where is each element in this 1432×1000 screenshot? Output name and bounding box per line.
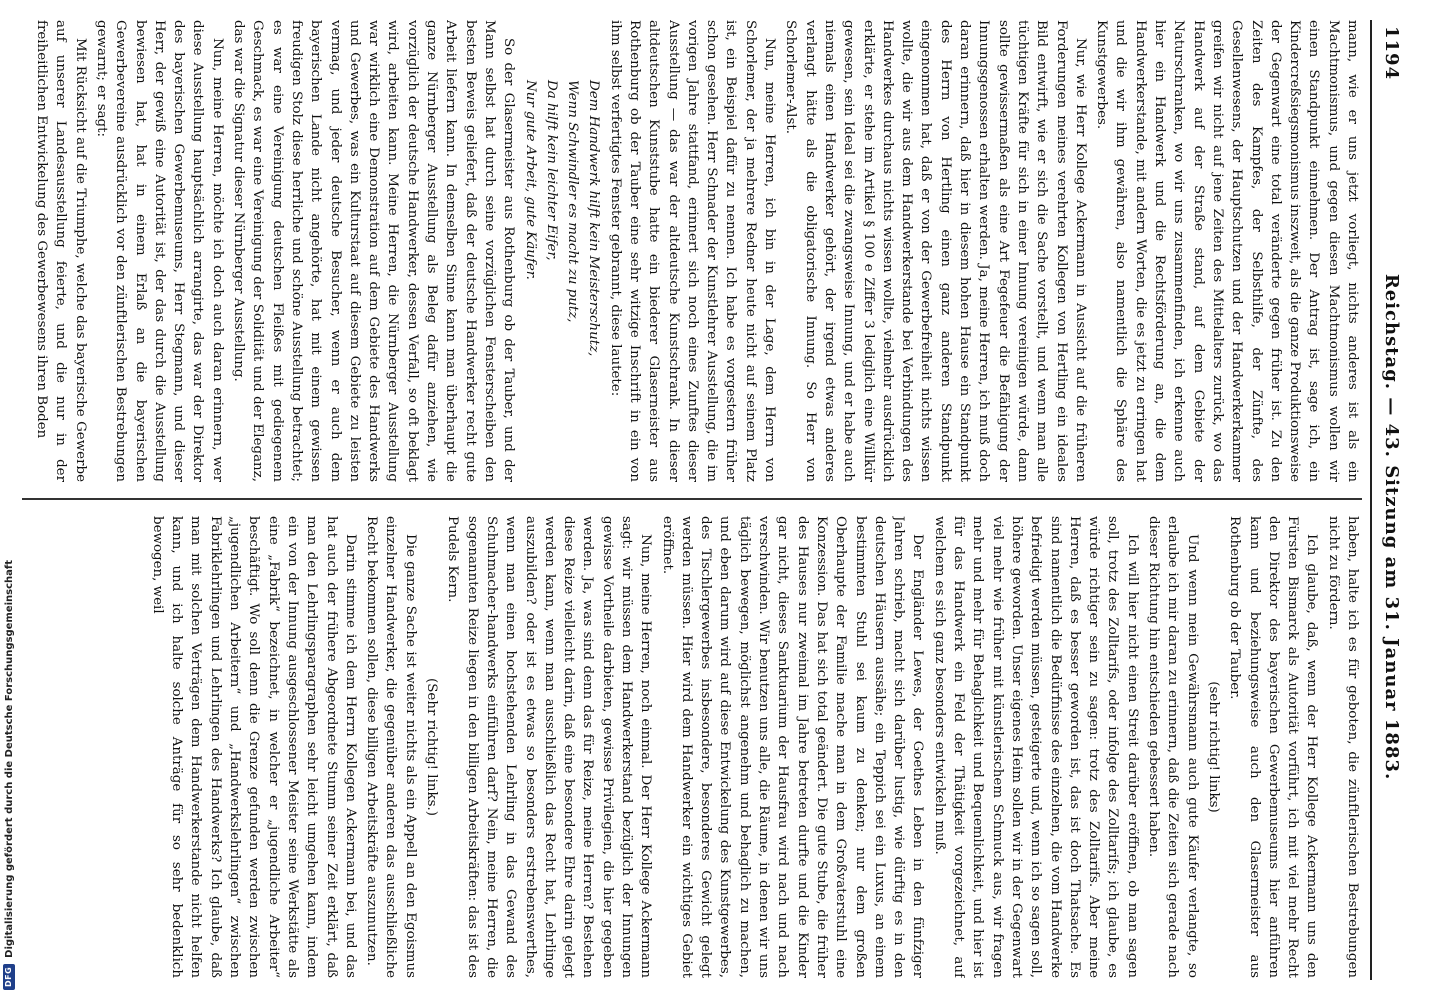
column-divider	[22, 498, 1362, 500]
dfg-logo: DFG	[3, 964, 15, 990]
verse-line: Nur gute Arbeit, gute Käufer.	[522, 80, 538, 280]
paragraph: Mit Rücksicht auf die Triumphe, welche das bayerische Gewerbe auf unserer Landesausstellung feierte, und die nur in der freiheitlichen Entwickelung des Gewerbewesens ihren Boden	[34, 20, 88, 482]
paragraph: Nun, meine Herren, ich bin in der Lage, dem Herrn von Schorlemer, der ja mehrere Redner heute nicht auf seinem Platz ist, ein Beispiel dafür zu nennen. Ich habe es vorgestern früher schon gesehen. Herr Schnader der Kunstlehrer Ausstellung, die im vorigen Jahre stattfand, erinnert sich noch eines Zunftes dieser Ausstellung — das war der altdeutsche Kunstschrank. In dieser altdeutschen Kunststube hatte ein biederer Glaserneister aus Rothenburg ob der Tauber eine sehr witzige Inschrift in ein von ihm selbst verfertigtes Fenster gebrannt, diese lautete:	[607, 20, 778, 482]
paragraph: Ich glaube, daß, wenn der Herr Kollege Ackermann uns den Fürsten Bismarck als Autorität vorführt, ich mit viel mehr Recht den Direktor des bayerischen Gewerbemuseums hier anführen kann und beziehungsweise auch den Glasermeister aus Rothenburg ob der Tauber.	[1227, 516, 1320, 978]
digitization-credit	[2, 559, 16, 990]
interjection: (Sehr richtig! links.)	[424, 678, 440, 816]
rotated-page-content	[12, 20, 1412, 980]
paragraph: Nur, wie Herr Kollege Ackermann in Aussicht auf die früheren Forderungen meines verehrten Kollegen von Hertling ein ideales Bild entwirft, wie er sich die Sache vorstellt, und wenn man alle tüchtigen Kräfte für sich in einer Innung vereinigen würde, dann sollte gewissermaßen als eine Art Fegefeuer die Befähigung der Innungsgenossen erhalten werden. Ja, meine Herren, ich muß doch daran erinnern, daß hier in diesem hohen Hause ein Standpunkt des Herrn von Hertling einen ganz anderen Standpunkt eingenommen hat, daß er von der Gewerbefreiheit nichts wissen wollte, die wir aus dem Handwerkerstande bei Verbindungen des Handwerkes durchaus nichts wissen wollte, vielmehr ausdrücklich erklärte, er stehe im Artikel § 100 e Ziffer 3 lediglich eine Willkür gewesen, sein Ideal sei die zwangsweise Innung, und er habe auch niemals einen Handwerker gehört, der irgend etwas anderes verlangt hätte als die obligatorische Innung. So Herr von Schorlemer-Alst.	[783, 20, 1088, 482]
credit-text: Digitalisierung gefördert durch die Deutsche Forschungsgemeinschaft	[3, 559, 15, 958]
verse-line: Da hilft kein leichter Eifer,	[543, 80, 559, 261]
paragraph: Die ganze Sache ist weiter nichts als ein Appell an den Egoismus einzelner Handwerker, die gegenüber anderen das ausschließliche Recht bekommen sollen, diese billigen Arbeitskräfte auszunutzen.	[364, 516, 418, 978]
scanned-page	[12, 20, 1412, 980]
page-title: Reichstag. — 43. Sitzung am 31. Januar 1883.	[1381, 273, 1403, 781]
verse-line: Dem Handwerk hilft kein Meisterschutz,	[586, 80, 602, 357]
paragraph: haben, halte ich es für geboten, die zünftlerischen Bestrebungen nicht zu fördern.	[1325, 516, 1360, 978]
paragraph: Darin stimme ich dem Herrn Kollegen Ackermann bei, und das hat auch der frühere Abgeordnete Stumm seiner Zeit erklärt, daß man den Lehrlingsparagraphen sehr leicht umgehen kann, indem ein von der Innung ausgeschlossener Meister seine Werkstätte als eine „Fabrik“ bezeichnet, in welcher er „jugendliche Arbeiter“ beschäftigt. Wo soll denn die Grenze gefunden werden zwischen „jugendlichen Arbeitern“ und „Handwerkslehrlingen“ zwischen Fabriklehrlingen und Lehrlingen des Handwerks? Ich glaube, daß man mit solchen Verträgen dem Handwerkerstande nicht helfen kann, und ich halte solche Anträge für so sehr bedenklich bewogen, weil	[149, 516, 358, 978]
paragraph: Der Engländer Lewes, der Goethes Leben in den fünfziger Jahren schrieb, macht sich darüber lustig, wie dürftig es in den deutschen Häusern aussähe; ein Teppich sei ein Luxus, an einem bestimmten Stuhl sei kaum zu denken; nur dem großen Oberhaupte der Familie mache man in dem Großvaterstuhl eine Konzession. Das hat sich total geändert. Die gute Stube, die früher des Hauses nur zweimal im Jahre betreten durfte und die Kinder gar nicht, dieses Sanktuarium der Hausfrau wird nach und nach verschwinden. Wir benutzen uns alle, die Räume, in denen wir uns täglich bewegen, möglichst angenehm und behaglich zu machen, und eben darum wird auf diese Entwickelung des Kunstgewerbes, des Tischlergewerbes insbesondere, besonderes Gewicht gelegt werden müssen. Hier wird dem Handwerker ein wichtiges Gebiet eröffnet.	[659, 516, 926, 978]
paragraph: Nun, meine Herren, möchte ich doch auch daran erinnern, wer diese Ausstellung hauptsächlich arrangirte, das war der Direktor des bayerischen Gewerbemuseums, Herr Stegmann, und dieser Herr, der gewiß eine Autorität ist, der das durch die Ausstellung bewiesen hat, hat in einem Erlaß an die bayerischen Gewerbevereine ausdrücklich vor den zünftlerischen Bestrebungen gewarnt; er sagt:	[94, 20, 225, 482]
paragraph: So der Glasermeister aus Rothenburg ob der Tauber, und der Mann selbst hat durch seine vorzüglichen Fensterscheiben den besten Beweis geliefert, daß der deutsche Handwerker recht gute Arbeit liefern kann. In demselben Sinne kann man überhaupt die ganze Nürnberger Ausstellung als Beleg dafür anziehen, wie vorzüglich der deutsche Handwerker, dessen Verfall, so oft beklagt wird, arbeiten kann. Meine Herren, die Nürnberger Ausstellung war wirklich eine Demonstration auf dem Gebiete des Handwerks und Gewerbes, was ein Kulturstaat auf diesem Gebiete zu leisten vermag, und jeder deutsche Besucher, wenn er auch dem bayerischen Lande nicht angehörte, hat mit einem gewissen freudigen Stolz diese herrliche und schöne Ausstellung betrachtet; es war eine Vereinigung deutschen Fleißes mit gediegenem Geschmack, es war eine Vereinigung der Solidität und der Eleganz, das war die Signatur dieser Nürnberger Ausstellung.	[231, 20, 517, 482]
page-number: 1194	[1381, 26, 1403, 81]
right-column	[22, 516, 1362, 978]
verse-line: Wenn Schwindler es macht zu putz,	[565, 80, 581, 323]
paragraph: Ich will hier nicht einen Streit darüber eröffnen, ob man sagen soll, trotz des Zolltarifs, oder infolge des Zolltarifs; ich glaube, es würde richtiger sein zu sagen: trotz des Zolltarifs. Aber meine Herren, daß es besser geworden ist, das ist doch Thatsache. Es sind namentlich die Bedürfnisse des einzelnen, die vom Handwerke befriedigt werden müssen, gesteigerte und, wenn ich so sagen soll, höhere geworden. Unser eigenes Heim sollen wir in der Gegenwart viel mehr wie früher mit künstlerischem Schmuck aus, wir fragen mehr und mehr für Behaglichkeit und Bequemlichkeit, und hier ist für das Handwerk ein Feld der Thätigkeit vorgezeichnet, auf welchem es sich ganz besonders entwickeln muß.	[931, 516, 1140, 978]
left-column	[22, 20, 1362, 482]
paragraph: Und wenn mein Gewährsmann auch gute Käufer verlangte, so erlaube ich mir daran zu erinnern, daß die Zeiten sich gerade nach dieser Richtung hin entschieden gebessert haben.	[1146, 516, 1200, 978]
paragraph: mann, wie er uns jetzt vorliegt, nichts anderes ist als ein Machtmonismus, und gegen diesen Machtmonismus wollen wir einen Standpunkt einnehmen. Der Antrag ist, sage ich, ein Kindercreßsiegsmonismus inszweit, als die ganze Produktionsweise der Gegenwart eine total veränderte gegen früher ist. Zu den Zeiten des Kampfes, der Selbsthilfe, der Zünfte, des Gesellenwesens, der Hauptschutzen und der Handwerkerkammer greifen wir nicht auf jene Zeiten des Mittelalters zurück, wo das Handwerk auf der Straße stand, auf dem Gebiete der Naturschranken, wo wir uns zusammenfinden, ich erkenne auch hier ein Handwerk und die Rechtsförderung an, die dem Handwerkerstande, mit andern Worten, die es jetzt zu erringen hat und die wir ihm gewähren, also namentlich die Sphäre des Kunstgewerbes.	[1094, 20, 1360, 482]
paragraph: Nun, meine Herren, noch einmal. Der Herr Kollege Ackermann sagt: wir müssen dem Handwerkerstand bezüglich der Innungen gewisse Vortheile darbieten, gewisse Privilegien, die hier gegeben werden. Ja, was sind denn das für Reize, meine Herren? Bestehen diese Reize vielleicht darin, daß eine besondere Ehre darin gelegt werden kann, wenn man ausschließlich das Recht hat, Lehrlinge auszubilden? oder ist es etwas so besonders erstrebenswerthes, wenn man einen hochstehenden Lehrling in das Gewand des Schuhmacher-handwerks einführen darf? Nein, meine Herren, die sogenannten Reize liegen in den billigen Arbeitskräften: das ist des Pudels Kern.	[445, 516, 654, 978]
interjection: (sehr richtig! links)	[1205, 681, 1221, 813]
page-header	[1370, 20, 1412, 980]
